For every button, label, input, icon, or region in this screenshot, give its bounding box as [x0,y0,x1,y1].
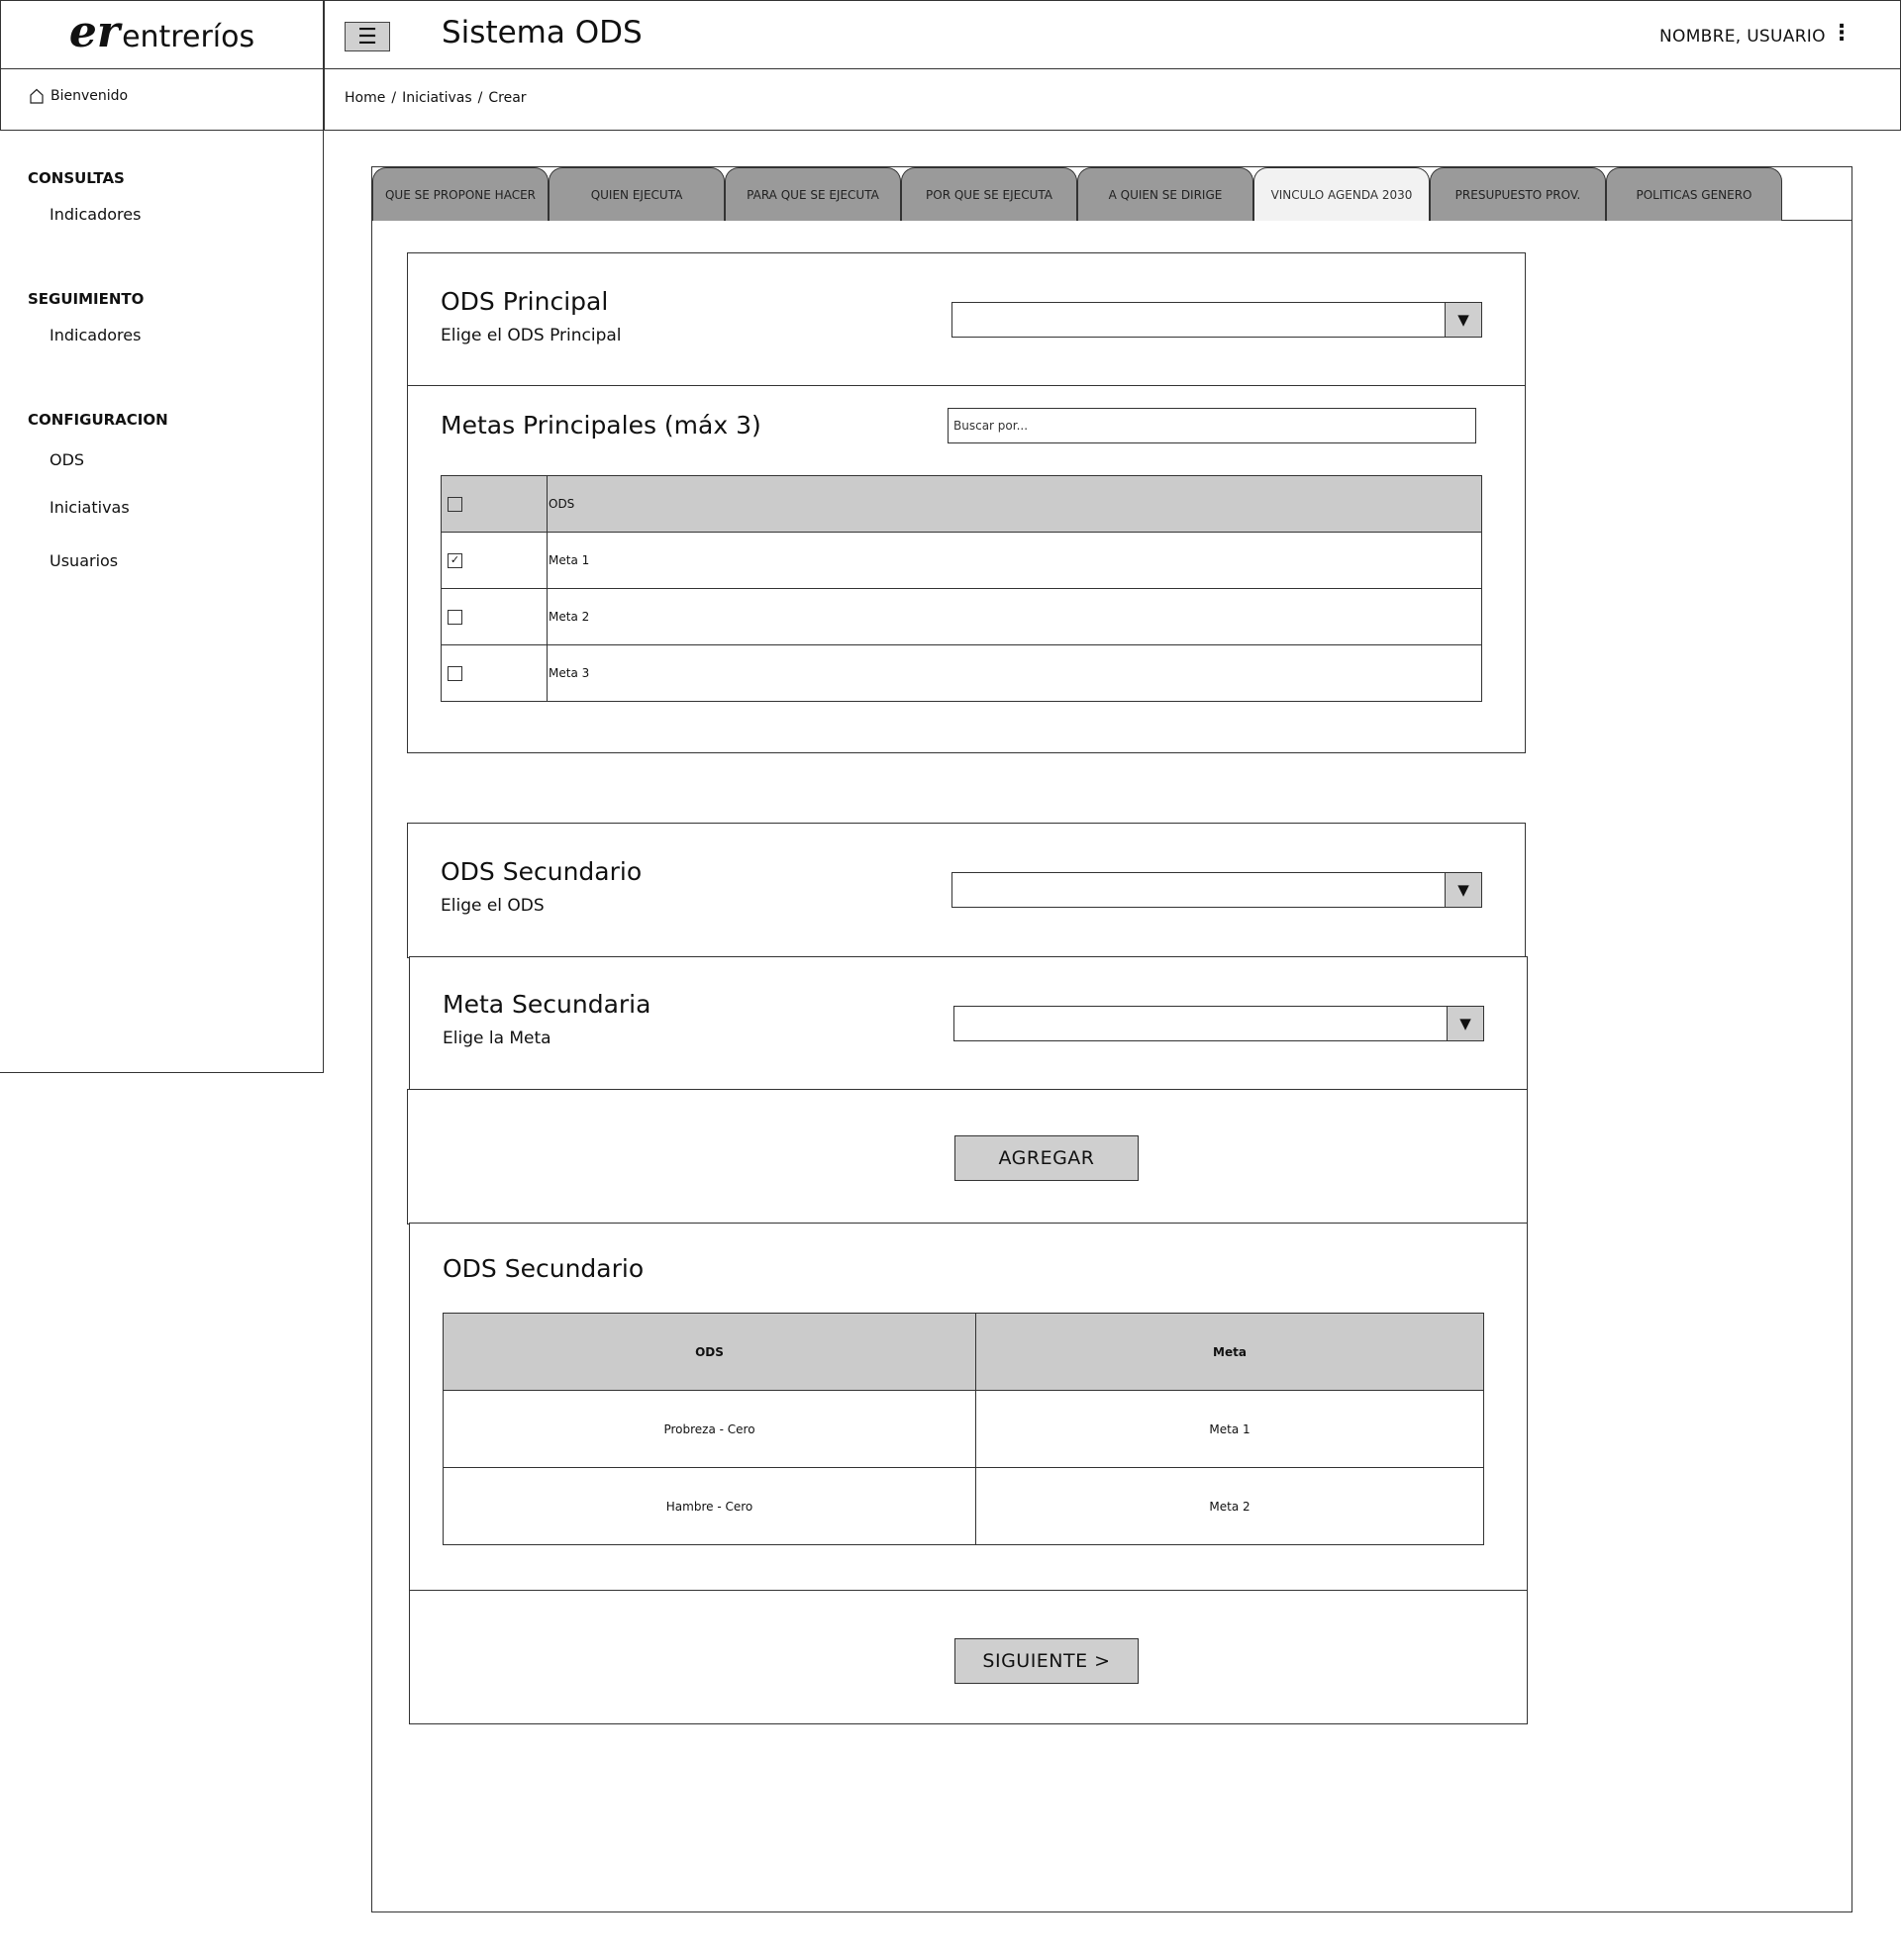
logo-mark: er [68,7,121,57]
row-checkbox-cell[interactable] [442,645,548,702]
tab-por-que-se-ejecuta[interactable]: POR QUE SE EJECUTA [901,167,1077,221]
ods-principal-value [952,303,1445,337]
sidebar-section-consultas: CONSULTAS [28,169,125,187]
checkbox-icon[interactable] [448,610,462,625]
chevron-down-icon[interactable]: ▼ [1447,1007,1483,1040]
table-header-row [444,1314,1484,1391]
brand-box [0,0,324,69]
tab-quien-ejecuta[interactable]: QUIEN EJECUTA [549,167,725,221]
sidebar-item-iniciativas[interactable]: Iniciativas [50,498,130,517]
ods-principal-select[interactable] [951,302,1482,338]
cell-meta: Meta 2 [976,1468,1484,1545]
select-all-cell[interactable] [442,476,548,533]
cell-ods: Hambre - Cero [444,1468,976,1545]
welcome-link[interactable] [29,88,128,104]
logo[interactable] [1,1,323,68]
sidebar-item-seguimiento-indicadores[interactable]: Indicadores [50,326,142,344]
breadcrumb-home[interactable]: Home [345,90,386,106]
menu-toggle-button[interactable] [345,22,390,51]
metas-table [441,475,1482,702]
sidebar-item-consultas-indicadores[interactable]: Indicadores [50,205,142,224]
sidebar-item-ods[interactable]: ODS [50,450,85,469]
table-row[interactable] [444,1391,1484,1468]
checkbox-icon[interactable] [448,666,462,681]
row-label: Meta 1 [548,533,1482,589]
hamburger-icon: ☰ [357,24,377,49]
column-header-ods: ODS [444,1314,976,1391]
ods-secundario-section [407,823,1526,958]
welcome-box [0,68,324,131]
add-button[interactable]: AGREGAR [954,1135,1139,1181]
welcome-label: Bienvenido [50,88,129,104]
table-row[interactable] [444,1468,1484,1545]
breadcrumb-bar [324,68,1901,131]
ods-secundario-value [952,873,1445,907]
chevron-down-icon[interactable]: ▼ [1445,873,1481,907]
chevron-down-icon[interactable]: ▼ [1445,303,1481,337]
ods-secundario-subtitle: Elige el ODS [441,896,545,916]
ods-secundario-list-title: ODS Secundario [443,1254,645,1283]
ods-principal-title: ODS Principal [441,287,609,316]
next-button[interactable]: SIGUIENTE > [954,1638,1139,1684]
metas-principales-section [407,385,1526,753]
home-icon [29,88,45,104]
more-options-icon[interactable]: ⋮ [1831,21,1852,46]
meta-secundaria-subtitle: Elige la Meta [443,1029,551,1048]
add-section [407,1089,1528,1225]
tab-para-que-se-ejecuta[interactable]: PARA QUE SE EJECUTA [725,167,901,221]
checkbox-checked-icon[interactable]: ✓ [448,553,462,568]
user-name[interactable]: NOMBRE, USUARIO [1659,27,1826,47]
column-header-meta: Meta [976,1314,1484,1391]
meta-secundaria-title: Meta Secundaria [443,990,651,1019]
row-checkbox-cell[interactable] [442,533,548,589]
ods-secundario-table [443,1313,1484,1545]
table-row[interactable] [442,589,1482,645]
cell-ods: Probreza - Cero [444,1391,976,1468]
tab-presupuesto-prov[interactable]: PRESUPUESTO PROV. [1430,167,1606,221]
column-header-ods: ODS [548,476,1482,533]
sidebar-item-usuarios[interactable]: Usuarios [50,551,119,570]
ods-secundario-select[interactable] [951,872,1482,908]
ods-principal-section [407,252,1526,387]
app-header [324,0,1901,69]
meta-secundaria-value [954,1007,1447,1040]
next-section [409,1590,1528,1724]
row-label: Meta 3 [548,645,1482,702]
tab-que-se-propone-hacer[interactable]: QUE SE PROPONE HACER [372,167,549,221]
breadcrumb-iniciativas[interactable]: Iniciativas [402,90,472,106]
ods-secundario-title: ODS Secundario [441,857,643,886]
checkbox-icon[interactable] [448,497,462,512]
ods-principal-subtitle: Elige el ODS Principal [441,326,622,345]
table-row[interactable] [442,645,1482,702]
sidebar-section-configuracion: CONFIGURACION [28,411,168,429]
meta-secundaria-section [409,956,1528,1091]
metas-principales-title: Metas Principales (máx 3) [441,411,761,440]
logo-name: entreríos [122,20,255,54]
row-label: Meta 2 [548,589,1482,645]
ods-secundario-list-section [409,1223,1528,1592]
breadcrumb-crear: Crear [488,90,527,106]
sidebar-section-seguimiento: SEGUIMIENTO [28,290,145,308]
cell-meta: Meta 1 [976,1391,1484,1468]
tab-politicas-genero[interactable]: POLITICAS GENERO [1606,167,1782,221]
row-checkbox-cell[interactable] [442,589,548,645]
tab-vinculo-agenda-2030[interactable]: VINCULO AGENDA 2030 [1253,167,1430,221]
breadcrumb: Home / Iniciativas / Crear [345,90,527,106]
sidebar [0,130,324,1073]
meta-secundaria-select[interactable] [953,1006,1484,1041]
tab-a-quien-se-dirige[interactable]: A QUIEN SE DIRIGE [1077,167,1253,221]
table-row[interactable] [442,533,1482,589]
app-title: Sistema ODS [442,15,643,50]
table-header-row [442,476,1482,533]
metas-search-input[interactable]: Buscar por... [948,408,1476,443]
